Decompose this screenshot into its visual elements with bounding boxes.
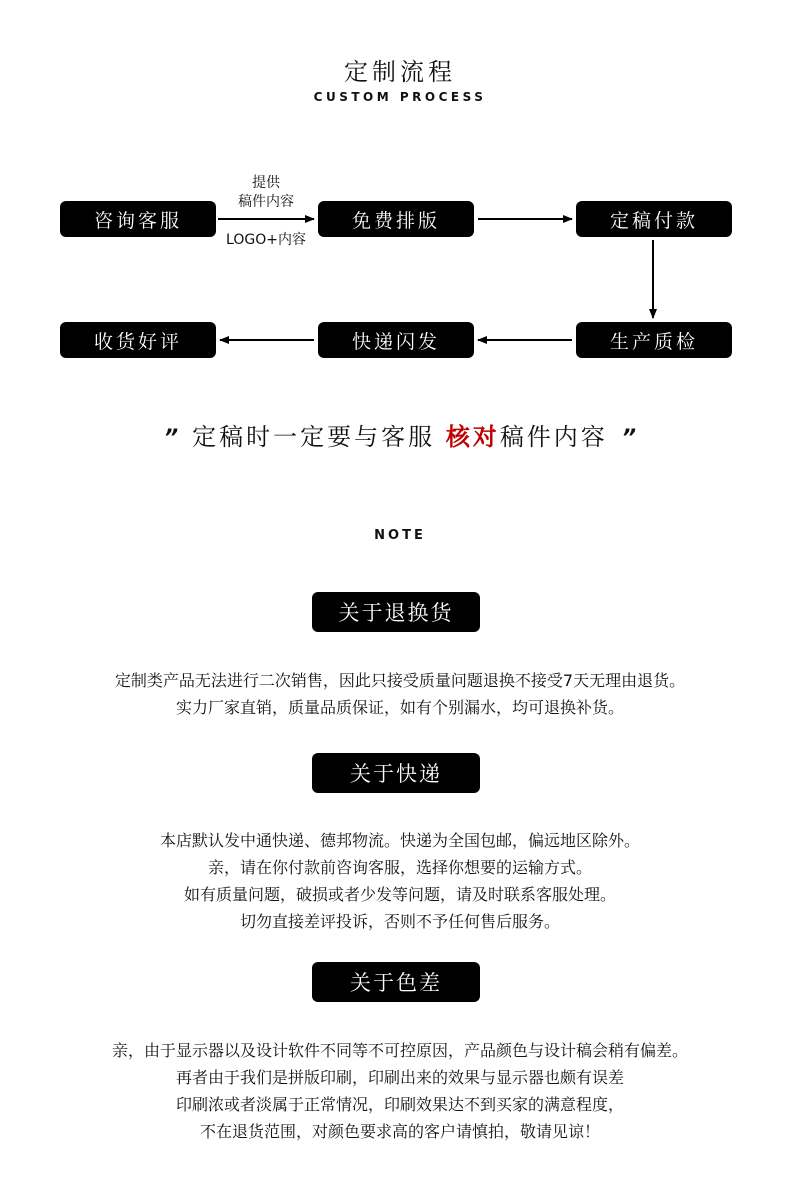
section-line: 定制类产品无法进行二次销售，因此只接受质量问题退换不接受7天无理由退货。 bbox=[114, 671, 686, 690]
section-body-express bbox=[0, 827, 800, 935]
section-line: 实力厂家直销，质量品质保证，如有个别漏水，均可退换补货。 bbox=[175, 698, 624, 717]
step-production-qc: 生产质检 bbox=[576, 322, 732, 358]
section-body-color bbox=[0, 1037, 800, 1145]
section-line: 本店默认发中通快递、德邦物流。快递为全国包邮，偏远地区除外。 bbox=[159, 831, 640, 850]
step-receive-review: 收货好评 bbox=[60, 322, 216, 358]
emphasis-text-before: 定稿时一定要与客服 bbox=[192, 423, 436, 451]
flow-annotation-line: 提供 bbox=[252, 175, 280, 191]
flow-annotation-top bbox=[218, 174, 314, 212]
page-title: 定制流程 bbox=[344, 58, 456, 86]
flow-annotation-bottom: LOGO+内容 bbox=[226, 232, 306, 248]
step-free-layout: 免费排版 bbox=[318, 201, 474, 237]
step-express-ship: 快递闪发 bbox=[318, 322, 474, 358]
section-line: 切勿直接差评投诉，否则不予任何售后服务。 bbox=[239, 912, 560, 931]
section-line: 亲，由于显示器以及设计软件不同等不可控原因，产品颜色与设计稿会稍有偏差。 bbox=[111, 1041, 688, 1060]
step-consult-service: 咨询客服 bbox=[60, 201, 216, 237]
step-confirm-pay: 定稿付款 bbox=[576, 201, 732, 237]
open-quote-icon: ” bbox=[164, 426, 179, 451]
section-title-returns: 关于退换货 bbox=[312, 592, 480, 632]
page-subtitle: CUSTOM PROCESS bbox=[313, 90, 487, 104]
emphasis-line bbox=[0, 417, 800, 452]
flow-annotation-line: 稿件内容 bbox=[238, 194, 294, 210]
section-title-express: 关于快递 bbox=[312, 753, 480, 793]
section-line: 再者由于我们是拼版印刷，印刷出来的效果与显示器也颇有误差 bbox=[175, 1068, 624, 1087]
emphasis-text-after: 稿件内容 bbox=[499, 423, 608, 451]
emphasis-highlight: 核对 bbox=[445, 423, 500, 451]
section-line: 印刷浓或者淡属于正常情况，印刷效果达不到买家的满意程度， bbox=[175, 1095, 624, 1114]
section-body-returns bbox=[0, 667, 800, 721]
close-quote-icon: ” bbox=[621, 426, 636, 451]
section-line: 不在退货范围，对颜色要求高的客户请慎拍，敬请见谅！ bbox=[199, 1122, 600, 1141]
section-title-color: 关于色差 bbox=[312, 962, 480, 1002]
section-line: 如有质量问题，破损或者少发等问题，请及时联系客服处理。 bbox=[183, 885, 616, 904]
section-line: 亲，请在你付款前咨询客服，选择你想要的运输方式。 bbox=[207, 858, 592, 877]
note-label: NOTE bbox=[374, 528, 426, 543]
